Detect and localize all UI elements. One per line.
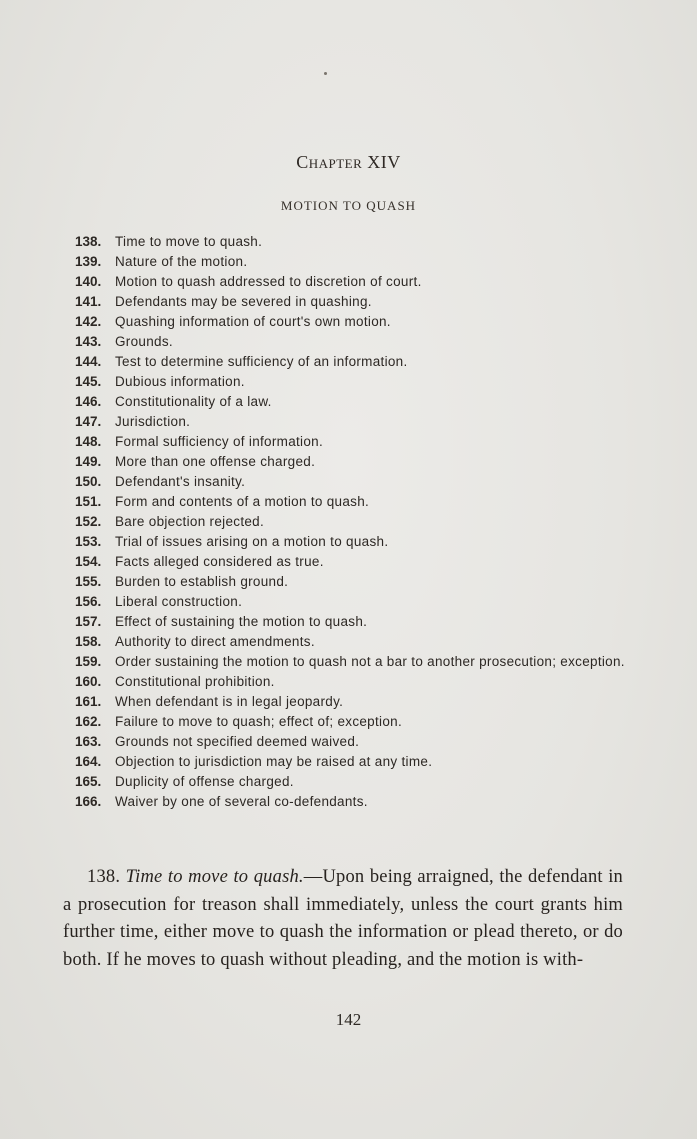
toc-item-number: 159. bbox=[75, 654, 102, 669]
chapter-title: Chapter XIV bbox=[296, 152, 401, 172]
toc-item-number: 140. bbox=[75, 274, 102, 289]
toc-item-number: 146. bbox=[75, 394, 102, 409]
toc-item bbox=[75, 632, 635, 652]
toc-item bbox=[75, 312, 635, 332]
toc-item bbox=[75, 532, 635, 552]
toc-item-number: 166. bbox=[75, 794, 102, 809]
toc-item bbox=[75, 392, 635, 412]
toc-item-title: When defendant is in legal jeopardy. bbox=[115, 694, 344, 709]
toc-item bbox=[75, 772, 635, 792]
toc-item-title: Defendant's insanity. bbox=[115, 474, 246, 489]
section-text: —Upon being arraigned, the defendant in a prosecution for treason shall immediately, unless the court grants him further time, either move to quash the information or plead thereto, or do both. If he moves to quash without pleading, and the motion is with- bbox=[63, 867, 623, 970]
toc-item-number: 147. bbox=[75, 414, 102, 429]
section-body bbox=[63, 864, 623, 974]
toc-item bbox=[75, 672, 635, 692]
page-number: 142 bbox=[335, 1010, 362, 1029]
toc-item bbox=[75, 452, 635, 472]
toc-item-title: Quashing information of court's own motion. bbox=[115, 314, 391, 329]
toc-item-title: Burden to establish ground. bbox=[115, 574, 289, 589]
toc-item bbox=[75, 412, 635, 432]
toc-item bbox=[75, 752, 635, 772]
toc-item-title: Trial of issues arising on a motion to quash. bbox=[115, 534, 389, 549]
toc-item-number: 162. bbox=[75, 714, 102, 729]
toc-item-number: 153. bbox=[75, 534, 102, 549]
toc-item bbox=[75, 492, 635, 512]
toc-item-title: Nature of the motion. bbox=[115, 254, 248, 269]
section-contents-list bbox=[75, 232, 635, 812]
toc-item bbox=[75, 272, 635, 292]
toc-item-number: 150. bbox=[75, 474, 102, 489]
toc-item-title: Test to determine sufficiency of an information. bbox=[115, 354, 408, 369]
toc-item-number: 157. bbox=[75, 614, 102, 629]
toc-item-number: 149. bbox=[75, 454, 102, 469]
toc-item-title: Constitutional prohibition. bbox=[115, 674, 275, 689]
toc-item-number: 160. bbox=[75, 674, 102, 689]
toc-item-number: 158. bbox=[75, 634, 102, 649]
toc-item-title: Facts alleged considered as true. bbox=[115, 554, 324, 569]
toc-item bbox=[75, 292, 635, 312]
toc-item-number: 156. bbox=[75, 594, 102, 609]
toc-item-number: 139. bbox=[75, 254, 102, 269]
toc-item-title: Order sustaining the motion to quash not a bar to another prosecution; exception. bbox=[115, 654, 625, 669]
toc-item-number: 165. bbox=[75, 774, 102, 789]
toc-item bbox=[75, 232, 635, 252]
toc-item-number: 152. bbox=[75, 514, 102, 529]
toc-item-title: Motion to quash addressed to discretion of court. bbox=[115, 274, 422, 289]
toc-item-number: 142. bbox=[75, 314, 102, 329]
toc-item-title: Waiver by one of several co-defendants. bbox=[115, 794, 368, 809]
toc-item-number: 151. bbox=[75, 494, 102, 509]
toc-item-number: 138. bbox=[75, 234, 102, 249]
toc-item bbox=[75, 652, 635, 672]
toc-item-title: Formal sufficiency of information. bbox=[115, 434, 324, 449]
toc-item-title: Grounds not specified deemed waived. bbox=[115, 734, 360, 749]
toc-item-title: Duplicity of offense charged. bbox=[115, 774, 294, 789]
toc-item bbox=[75, 352, 635, 372]
toc-item bbox=[75, 712, 635, 732]
toc-item bbox=[75, 252, 635, 272]
section-number: 138. bbox=[87, 867, 121, 887]
toc-item bbox=[75, 432, 635, 452]
toc-item-number: 155. bbox=[75, 574, 102, 589]
toc-item-title: Constitutionality of a law. bbox=[115, 394, 272, 409]
toc-item-title: Time to move to quash. bbox=[115, 234, 263, 249]
toc-item-title: Authority to direct amendments. bbox=[115, 634, 315, 649]
toc-item bbox=[75, 692, 635, 712]
toc-item-number: 148. bbox=[75, 434, 102, 449]
toc-item-number: 163. bbox=[75, 734, 102, 749]
toc-item-number: 154. bbox=[75, 554, 102, 569]
toc-item-title: Failure to move to quash; effect of; exception. bbox=[115, 714, 403, 729]
toc-item-number: 161. bbox=[75, 694, 102, 709]
toc-item bbox=[75, 592, 635, 612]
toc-item bbox=[75, 512, 635, 532]
toc-item-number: 143. bbox=[75, 334, 102, 349]
toc-item-title: Dubious information. bbox=[115, 374, 245, 389]
chapter-subtitle: MOTION TO QUASH bbox=[280, 198, 417, 213]
toc-item-title: Effect of sustaining the motion to quash. bbox=[115, 614, 368, 629]
toc-item bbox=[75, 552, 635, 572]
toc-item-title: Jurisdiction. bbox=[115, 414, 191, 429]
toc-item bbox=[75, 472, 635, 492]
toc-item-title: Form and contents of a motion to quash. bbox=[115, 494, 370, 509]
toc-item bbox=[75, 792, 635, 812]
toc-item bbox=[75, 612, 635, 632]
toc-item-number: 144. bbox=[75, 354, 102, 369]
toc-item-title: More than one offense charged. bbox=[115, 454, 316, 469]
toc-item-number: 141. bbox=[75, 294, 102, 309]
toc-item-title: Liberal construction. bbox=[115, 594, 243, 609]
section-heading: Time to move to quash. bbox=[125, 867, 304, 887]
toc-item bbox=[75, 332, 635, 352]
toc-item-title: Defendants may be severed in quashing. bbox=[115, 294, 372, 309]
toc-item-title: Objection to jurisdiction may be raised at any time. bbox=[115, 754, 433, 769]
toc-item-title: Grounds. bbox=[115, 334, 173, 349]
toc-item bbox=[75, 372, 635, 392]
toc-item-title: Bare objection rejected. bbox=[115, 514, 265, 529]
ink-speck bbox=[324, 72, 327, 75]
toc-item-number: 145. bbox=[75, 374, 102, 389]
toc-item-number: 164. bbox=[75, 754, 102, 769]
toc-item bbox=[75, 732, 635, 752]
toc-item bbox=[75, 572, 635, 592]
